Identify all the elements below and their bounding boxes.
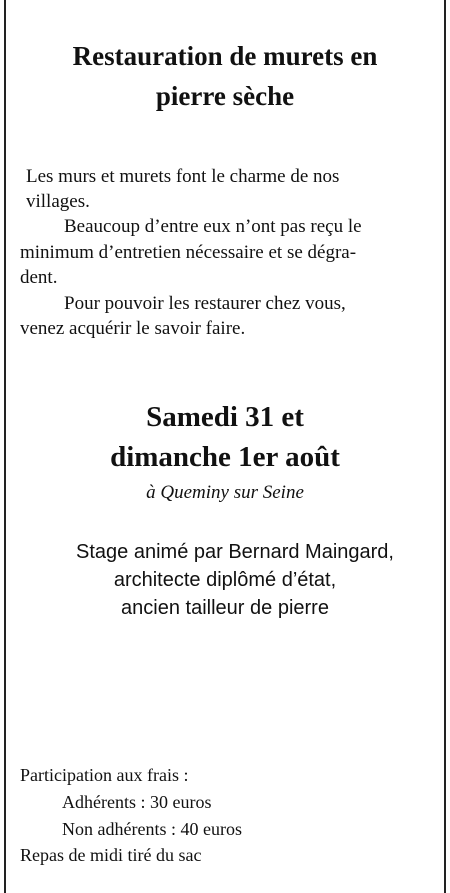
event-date-line-2: dimanche 1er août <box>110 441 340 473</box>
page-title-line-1: Restauration de murets en <box>72 41 378 71</box>
intro-line: minimum d’entretien nécessaire et se dégra- <box>20 242 357 263</box>
intro-line: venez acquérir le savoir faire. <box>20 318 246 339</box>
fees-non-members: Non adhérents : 40 euros <box>62 819 242 839</box>
fees-lunch: Repas de midi tiré du sac <box>20 845 202 865</box>
event-location: à Queminy sur Seine <box>146 482 304 503</box>
intro-line: Beaucoup d’entre eux n’ont pas reçu le <box>64 216 362 237</box>
stage-line-1: Stage animé par Bernard Maingard, <box>76 541 394 563</box>
event-date-line-1: Samedi 31 et <box>146 401 304 433</box>
stage-line-2: architecte diplômé d’état, <box>113 569 337 591</box>
stage-line-3: ancien tailleur de pierre <box>121 597 329 619</box>
intro-line: Les murs et murets font le charme de nos <box>26 166 340 187</box>
fees-heading: Participation aux frais : <box>20 765 189 785</box>
fees-members: Adhérents : 30 euros <box>62 792 212 812</box>
intro-line: villages. <box>26 191 90 212</box>
intro-line: dent. <box>20 267 58 288</box>
page-title-line-2: pierre sèche <box>155 81 295 111</box>
intro-line: Pour pouvoir les restaurer chez vous, <box>64 293 346 314</box>
